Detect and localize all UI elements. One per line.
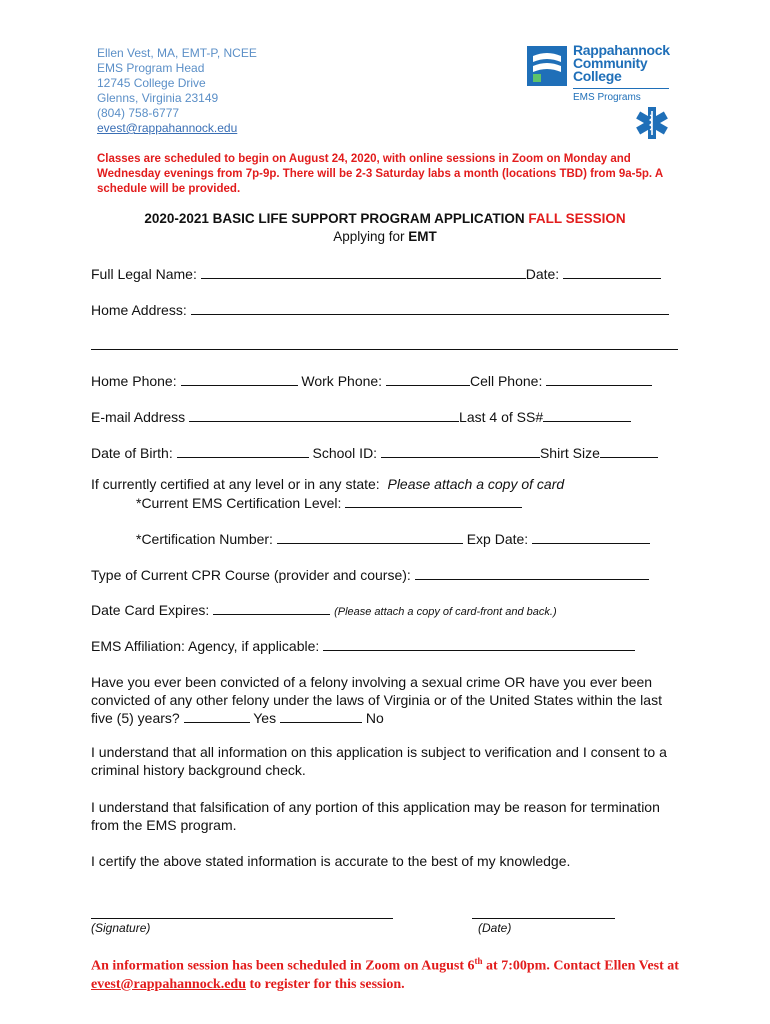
email-field[interactable] <box>189 408 459 422</box>
home-address-field-2[interactable] <box>91 336 678 350</box>
shirt-size-label: Shirt Size <box>539 445 600 461</box>
home-phone-label: Home Phone: <box>91 373 177 389</box>
certified-row <box>91 476 564 492</box>
felony-yes-label: Yes <box>253 710 277 726</box>
dob-row <box>91 444 658 461</box>
legal-name-row <box>91 265 661 282</box>
cpr-label: Type of Current CPR Course (provider and course): <box>91 567 411 583</box>
falsification-statement: I understand that falsification of any portion of this application may be reason for termination from the EMS program. <box>91 799 660 833</box>
ems-programs-label: EMS Programs <box>573 92 641 103</box>
affiliation-label: EMS Affiliation: Agency, if applicable: <box>91 638 320 654</box>
cert-number-row <box>136 530 650 547</box>
felony-text: Have you ever been convicted of a felony involving a sexual crime OR have you ever been convicted of any other felony under the laws of Virginia or of the United States within the last five (5) years? <box>91 674 662 726</box>
home-address-row-2 <box>91 336 678 353</box>
contact-name: Ellen Vest, MA, EMT-P, NCEE <box>97 46 257 60</box>
logo-divider <box>573 88 669 89</box>
work-phone-label: Work Phone: <box>301 373 383 389</box>
felony-question <box>91 673 681 727</box>
info-session-notice: An information session has been scheduled in Zoom on August 6th at 7:00pm. Contact Ellen Vest at evest@rappahannock.edu to register for this session. <box>91 956 679 992</box>
phones-row <box>91 372 652 389</box>
cert-level-row <box>136 494 522 511</box>
verification-statement: I understand that all information on this application is subject to verification and I consent to a criminal history background check. <box>91 744 667 778</box>
cert-number-label: *Certification Number: <box>136 531 273 547</box>
signature-label: (Signature) <box>91 921 151 935</box>
college-name: Rappahannock Community College <box>573 42 670 84</box>
ssn-label: Last 4 of SS# <box>459 409 544 425</box>
signature-field[interactable] <box>91 918 393 919</box>
home-address-label: Home Address: <box>91 302 187 318</box>
email-row <box>91 408 631 425</box>
certified-label: If currently certified at any level or in any state: <box>91 476 380 492</box>
legal-name-label: Full Legal Name: <box>91 266 197 282</box>
applying-for: Applying for EMT <box>333 229 437 244</box>
contact-phone: (804) 758-6777 <box>97 106 180 120</box>
felony-yes-field[interactable] <box>184 709 250 723</box>
date-field[interactable] <box>563 265 661 279</box>
home-phone-field[interactable] <box>181 372 298 386</box>
felony-no-label: No <box>365 710 384 726</box>
card-expires-row <box>91 601 557 618</box>
cpr-field[interactable] <box>415 566 649 580</box>
school-id-field[interactable] <box>381 444 540 458</box>
cert-number-field[interactable] <box>277 530 463 544</box>
certification-statement: I certify the above stated information is accurate to the best of my knowledge. <box>91 853 571 869</box>
felony-no-field[interactable] <box>280 709 362 723</box>
contact-city: Glenns, Virginia 23149 <box>97 91 219 105</box>
cert-level-label: *Current EMS Certification Level: <box>136 495 342 511</box>
work-phone-field[interactable] <box>386 372 470 386</box>
card-expires-field[interactable] <box>213 601 330 615</box>
date-label: Date: <box>525 266 560 282</box>
shirt-size-field[interactable] <box>600 444 658 458</box>
home-address-field[interactable] <box>191 301 669 315</box>
certified-note: Please attach a copy of card <box>387 476 565 492</box>
star-of-life-icon <box>635 106 669 140</box>
contact-email-link[interactable]: evest@rappahannock.edu <box>97 121 238 135</box>
session-label: FALL SESSION <box>528 211 626 226</box>
card-expires-label: Date Card Expires: <box>91 602 210 618</box>
home-address-row <box>91 301 669 318</box>
affiliation-field[interactable] <box>323 637 635 651</box>
contact-street: 12745 College Drive <box>97 76 206 90</box>
affiliation-row <box>91 637 635 654</box>
contact-block <box>97 46 257 136</box>
dob-label: Date of Birth: <box>91 445 173 461</box>
program-name: EMT <box>408 229 437 244</box>
dob-field[interactable] <box>177 444 309 458</box>
signature-date-label: (Date) <box>478 921 512 935</box>
email-label: E-mail Address <box>91 409 186 425</box>
contact-role: EMS Program Head <box>97 61 205 75</box>
cpr-row <box>91 566 649 583</box>
college-logo-icon <box>527 46 567 86</box>
legal-name-field[interactable] <box>201 265 526 279</box>
card-note: (Please attach a copy of card-front and back.) <box>334 606 557 618</box>
cell-phone-field[interactable] <box>546 372 652 386</box>
ssn-field[interactable] <box>543 408 631 422</box>
exp-date-label: Exp Date: <box>466 531 529 547</box>
exp-date-field[interactable] <box>532 530 650 544</box>
cell-phone-label: Cell Phone: <box>469 373 543 389</box>
cert-level-field[interactable] <box>345 494 522 508</box>
schedule-notice: Classes are scheduled to begin on August 24, 2020, with online sessions in Zoom on Monday and Wednesday evenings from 7p-9p. There will be 2-3 Saturday labs a month (locations TBD) from 9a-5p. A schedule will be provided. <box>97 153 663 195</box>
college-logo <box>525 44 685 144</box>
footer-email-link[interactable]: evest@rappahannock.edu <box>91 976 246 992</box>
school-id-label: School ID: <box>312 445 378 461</box>
signature-date-field[interactable] <box>472 918 615 919</box>
application-title: 2020-2021 BASIC LIFE SUPPORT PROGRAM APPLICATION FALL SESSION <box>144 211 626 226</box>
